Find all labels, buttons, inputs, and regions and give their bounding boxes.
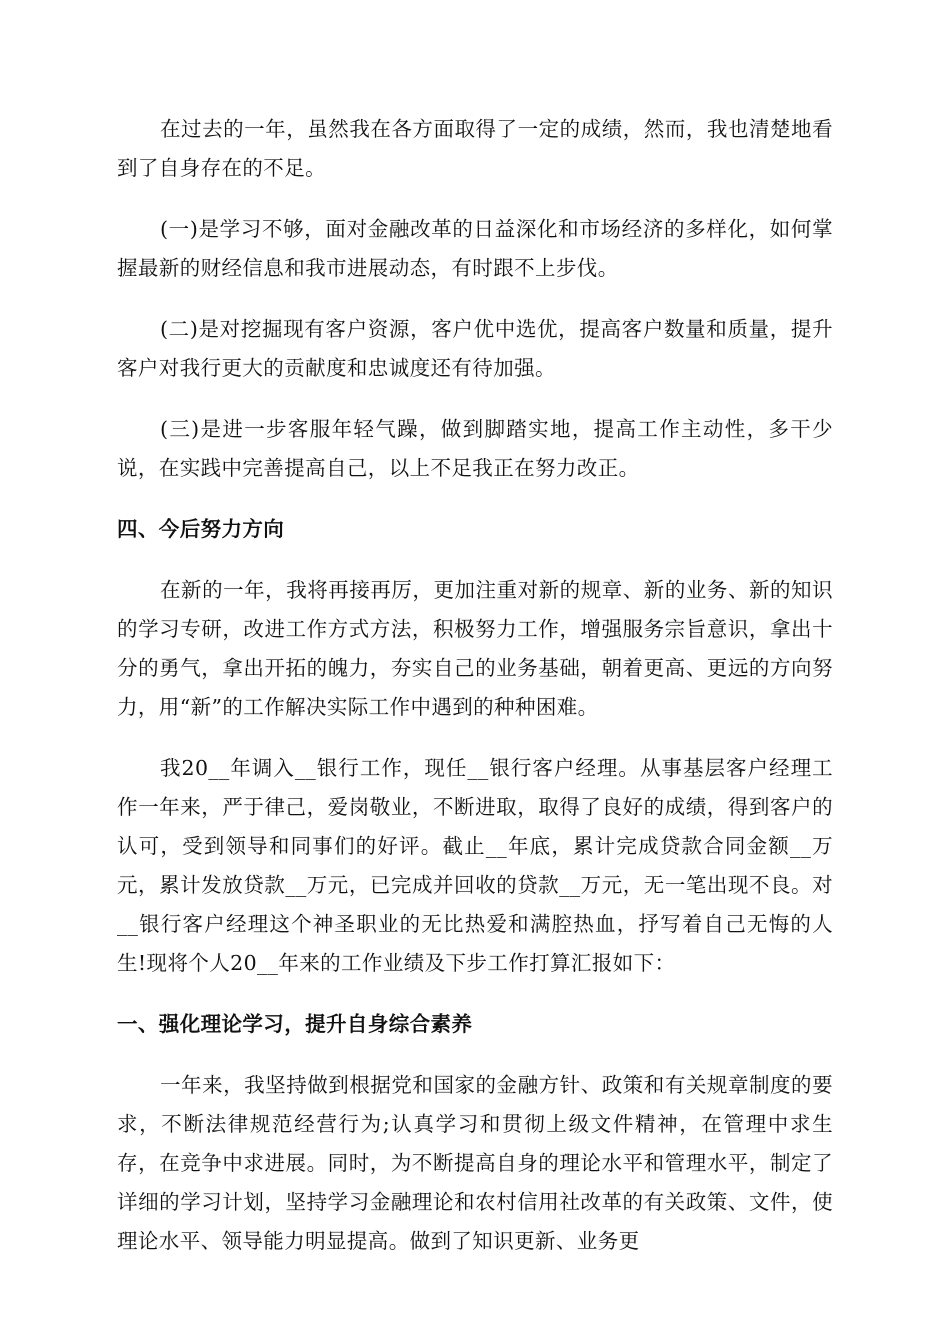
section-heading-theory-study: 一、强化理论学习，提升自身综合素养 (117, 1012, 473, 1036)
paragraph-shortcoming-2: (二)是对挖掘现有客户资源，客户优中选优，提高客户数量和质量，提升客户对我行更大的贡献度和忠诚度还有待加强。 (117, 317, 833, 380)
paragraph-future-plan: 在新的一年，我将再接再厉，更加注重对新的规章、新的业务、新的知识的学习专研，改进工作方式方法，积极努力工作，增强服务宗旨意识，拿出十分的勇气，拿出开拓的魄力，夯实自己的业务基础，朝着更高、更远的方向努力，用“新”的工作解决实际工作中遇到的种种困难。 (117, 578, 833, 719)
paragraph-shortcoming-3: (三)是进一步客服年轻气躁，做到脚踏实地，提高工作主动性，多干少说，在实践中完善提高自己，以上不足我正在努力改正。 (117, 417, 833, 480)
paragraph-work-summary: 我20__年调入__银行工作，现任__银行客户经理。从事基层客户经理工作一年来，严于律己，爱岗敬业，不断进取，取得了良好的成绩，得到客户的认可，受到领导和同事们的好评。截止__年底，累计完成贷款合同金额__万元，累计发放贷款__万元，已完成并回收的贷款__万元，无一笔出现不良。对__银行客户经理这个神圣职业的无比热爱和满腔热血，抒写着自己无悔的人生!现将个人20__年来的工作业绩及下步工作打算汇报如下： (117, 756, 833, 975)
paragraph-shortcoming-1: (一)是学习不够，面对金融改革的日益深化和市场经济的多样化，如何掌握最新的财经信息和我市进展动态，有时跟不上步伐。 (117, 217, 833, 280)
paragraph-shortcomings-intro: 在过去的一年，虽然我在各方面取得了一定的成绩，然而，我也清楚地看到了自身存在的不足。 (117, 117, 833, 180)
paragraph-theory-study: 一年来，我坚持做到根据党和国家的金融方针、政策和有关规章制度的要求，不断法律规范经营行为;认真学习和贯彻上级文件精神，在管理中求生存，在竞争中求进展。同时，为不断提高自身的理论水平和管理水平，制定了详细的学习计划，坚持学习金融理论和农村信用社改革的有关政策、文件，使理论水平、领导能力明显提高。做到了知识更新、业务更 (117, 1073, 833, 1253)
section-heading-future-direction: 四、今后努力方向 (117, 517, 285, 541)
